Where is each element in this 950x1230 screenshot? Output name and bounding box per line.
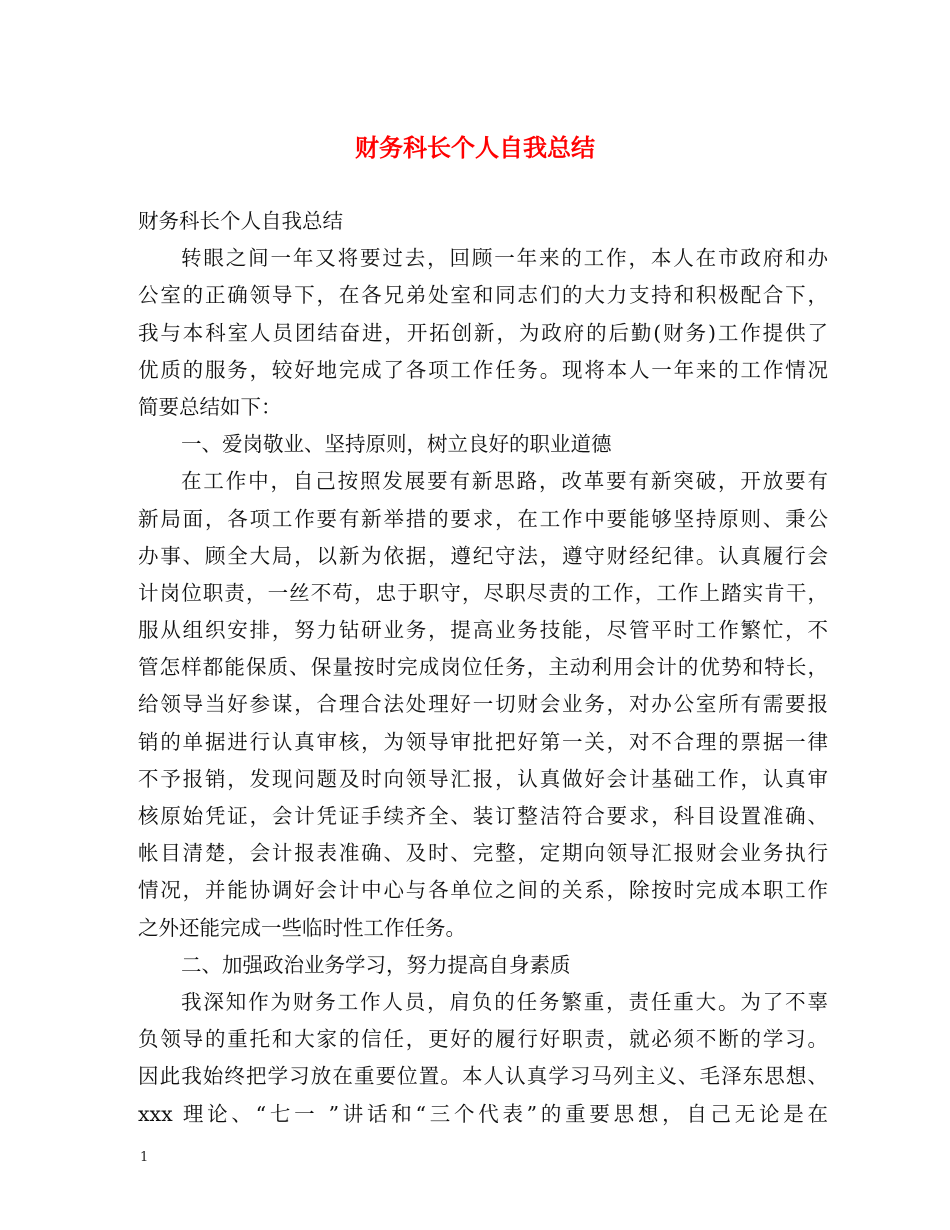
paragraph-line: 转眼之间一年又将要过去，回顾一年来的工作，本人在市政府和办	[181, 246, 828, 271]
page-number: 1	[140, 1150, 149, 1165]
subtitle-line: 财务科长个人自我总结	[138, 209, 343, 233]
paragraph-line: 管怎样都能保质、保量按时完成岗位任务，主动利用会计的优势和特长，	[138, 655, 828, 680]
paragraph-line: 简要总结如下：	[138, 394, 282, 419]
paragraph-line: 销的单据进行认真审核，为领导审批把好第一关，对不合理的票据一律	[138, 729, 828, 754]
paragraph-line: 办事、顾全大局，以新为依据，遵纪守法，遵守财经纪律。认真履行会	[138, 543, 828, 568]
paragraph-line: 计岗位职责，一丝不苟，忠于职守，尽职尽责的工作，工作上踏实肯干，	[138, 580, 828, 605]
paragraph-line: 新局面，各项工作要有新举措的要求，在工作中要能够坚持原则、秉公	[138, 506, 828, 531]
paragraph-line: 我深知作为财务工作人员，肩负的任务繁重，责任重大。为了不辜	[181, 989, 828, 1014]
paragraph-line: 在工作中，自己按照发展要有新思路，改革要有新突破，开放要有	[181, 469, 828, 494]
paragraph-line: 因此我始终把学习放在重要位置。本人认真学习马列主义、毛泽东思想、	[138, 1064, 828, 1089]
paragraph-line: 我与本科室人员团结奋进，开拓创新，为政府的后勤(财务)工作提供了	[138, 320, 828, 345]
section-heading: 一、爱岗敬业、坚持原则，树立良好的职业道德	[181, 432, 612, 457]
paragraph-line: 帐目清楚，会计报表准确、及时、完整，定期向领导汇报财会业务执行	[138, 841, 828, 866]
document-body	[138, 203, 828, 1133]
paragraph-line: 公室的正确领导下，在各兄弟处室和同志们的大力支持和积极配合下，	[138, 283, 828, 308]
document-title: 财务科长个人自我总结	[355, 133, 595, 162]
paragraph-line: xxx 理论、“七一 ”讲话和“三个代表”的重要思想，自己无论是在	[138, 1101, 828, 1126]
paragraph-line: 核原始凭证，会计凭证手续齐全、装订整洁符合要求，科目设置准确、	[138, 804, 828, 828]
section-heading: 二、加强政治业务学习，努力提高自身素质	[181, 952, 571, 977]
paragraph-line: 优质的服务，较好地完成了各项工作任务。现将本人一年来的工作情况	[138, 357, 828, 382]
paragraph-line: 给领导当好参谋，合理合法处理好一切财会业务，对办公室所有需要报	[138, 692, 828, 717]
paragraph-line: 负领导的重托和大家的信任，更好的履行好职责，就必须不断的学习。	[138, 1027, 828, 1052]
paragraph-line: 不予报销，发现问题及时向领导汇报，认真做好会计基础工作，认真审	[138, 766, 828, 791]
paragraph-line: 之外还能完成一些临时性工作任务。	[138, 915, 466, 940]
paragraph-line: 情况，并能协调好会计中心与各单位之间的关系，除按时完成本职工作	[138, 878, 828, 903]
paragraph-line: 服从组织安排，努力钻研业务，提高业务技能，尽管平时工作繁忙，不	[138, 618, 828, 643]
